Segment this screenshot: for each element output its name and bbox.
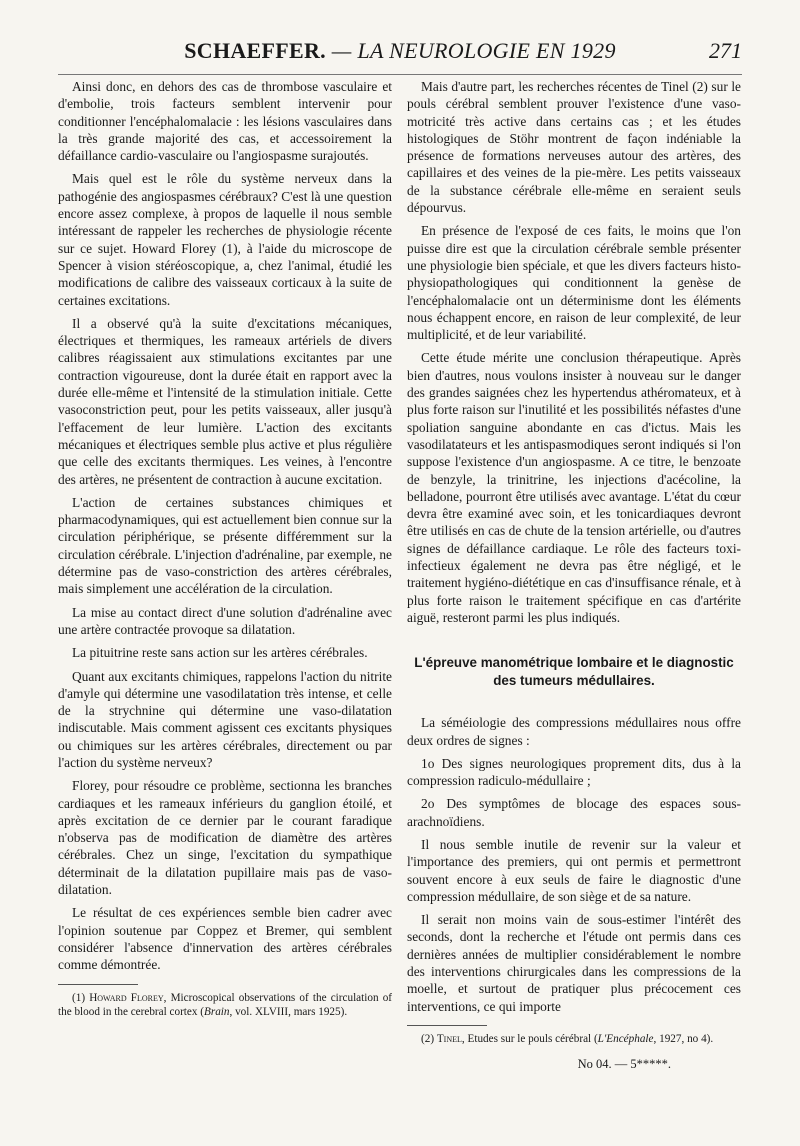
list-item: 1o Des signes neurologiques proprement dits, dus à la compression radiculo-médullaire ; bbox=[407, 755, 741, 789]
footnote-journal: Brain bbox=[204, 1005, 230, 1018]
footnote-tail: , vol. XLVIII, mars 1925). bbox=[229, 1005, 348, 1018]
paragraph: Ainsi donc, en dehors des cas de thrombose vasculaire et d'embolie, trois facteurs semblent intervenir pour conditionner l'encéphalomalacie : les lésions vasculaires dans la très grande majorité des cas, et accessoirement la défaillance cardio-vasculaire ou l'angiospasme surajoutés. bbox=[58, 79, 392, 164]
footnote-tail: , 1927, no 4). bbox=[653, 1032, 714, 1045]
paragraph: Il serait non moins vain de sous-estimer l'intérêt des seconds, dont la recherche et l'étude ont permis dans ces dernières années de multiplier considérablement le nombre des interventions chirurgicales dans les compressions de la moelle, et surtout de pratiquer plus précocement ces interventions, ce qui importe bbox=[407, 912, 741, 1014]
section-title: L'épreuve manométrique lombaire et le diagnostic des tumeurs médullaires. bbox=[414, 655, 734, 689]
right-column bbox=[407, 78, 741, 1073]
paragraph: Il nous semble inutile de revenir sur la valeur et l'importance des premiers, qui ont permis et permettront souvent encore à eux seuls de faire le diagnostic d'une compression médullaire, de son siège et de sa nature. bbox=[407, 836, 741, 904]
footnote-journal: L'Encéphale bbox=[597, 1032, 654, 1045]
paragraph: L'action de certaines substances chimiques et pharmacodynamiques, qui est actuellement bien connue sur la circulation périphérique, se présente différemment sur la circulation cérébrale. L'injection d'adrénaline, par exemple, ne détermine pas de vaso-constriction des artères cérébrales, mais simplement une accélération de la circulation. bbox=[58, 494, 392, 597]
footnote-text: , Etudes sur le pouls cérébral ( bbox=[461, 1032, 598, 1045]
running-title bbox=[58, 38, 742, 64]
footnote-text: , Microscopical observations of the circulation of the blood in the cerebral cortex ( bbox=[58, 991, 393, 1018]
paragraph: Cette étude mérite une conclusion thérapeutique. Après bien d'autres, nous voulons insister à nouveau sur le danger des grandes saignées chez les hypertendus athéromateux, et à plus forte raison sur l'inutilité et les possibilités néfastes d'une spoliation sanguine abondante en cas d'ictus. Mais les vasodilatateurs et les antispasmodiques seront indiqués si l'on suppose l'existence d'un angiospasme. A ce titre, le benzoate de benzyle, la trinitrine, les injections d'acécoline, la belladone, pourront être utilisés avec avantage. L'état du cœur devra être examiné avec soin, et les tonicardiaques devront être utilisés en cas de chute de la tension artérielle, ou d'autres signes de défaillance cardiaque. Le rôle des facteurs toxi-infectieux également ne devra pas être négligé, et le traitement hygiéno-diététique en cas d'insuffisance rénale, et à plus forte raison le traitement spécifique en cas d'artérite aiguë, resteront parmi les plus indiqués. bbox=[407, 350, 741, 625]
paragraph: La séméiologie des compressions médullaires nous offre deux ordres de signes : bbox=[407, 715, 741, 748]
footnote bbox=[407, 1032, 741, 1046]
paragraph: En présence de l'exposé de ces faits, le moins que l'on puisse dire est que la circulation cérébrale semble présenter une physiologie bien spéciale, et que les divers facteurs histo-physiopathologiques qui conditionnent la genèse de l'encéphalomalacie ont un déterminisme dont les éléments nous échappent encore, en raison de leur complexité, de leur multiplicité, et de leur variabilité. bbox=[407, 223, 741, 343]
paragraph: Le résultat de ces expériences semble bien cadrer avec l'opinion soutenue par Coppez et Bremer, qui semblent considérer l'absence d'innervation des artères cérébrales comme démontrée. bbox=[58, 905, 392, 973]
title-separator: — bbox=[325, 38, 358, 63]
footnote-number: (1) bbox=[72, 991, 90, 1004]
footnote-number: (2) bbox=[421, 1032, 437, 1045]
footnote bbox=[58, 991, 392, 1019]
running-header bbox=[58, 38, 742, 75]
footnote-divider bbox=[407, 1025, 487, 1026]
footnote-divider bbox=[58, 984, 138, 985]
paragraph: La mise au contact direct d'une solution d'adrénaline avec une artère contractée provoque sa dilatation. bbox=[58, 604, 392, 637]
printer-signature: No 04. — 5*****. bbox=[577, 1056, 671, 1071]
footnote-author: Tinel bbox=[436, 1032, 462, 1045]
list-item: 2o Des symptômes de blocage des espaces sous-arachnoïdiens. bbox=[407, 796, 741, 829]
author-name: SCHAEFFER. bbox=[184, 38, 326, 63]
paragraph: Mais d'autre part, les recherches récentes de Tinel (2) sur le pouls cérébral semblent prouver l'existence d'une vaso-motricité très active dans certains cas ; et les études histologiques de Stöhr montrent de façon indéniable la présence de formations nerveuses autour des artères, des capillaires et des veines de la pie-mère. Les petits vaisseaux de la substance cérébrale elle-même en seraient seuls dépourvus. bbox=[407, 79, 741, 216]
paragraph: Il a observé qu'à la suite d'excitations mécaniques, électriques et thermiques, les rameaux artériels de divers calibres réagissaient aux stimulations excitantes par une contraction vigoureuse, dont la durée était en rapport avec la durée elle-même et l'intensité de la stimulation initiale. Cette vasoconstriction peut, pour les petits vaisseaux, aller jusqu'à l'effacement de leur lumière. L'action des excitants mécaniques et électriques semble plus active et plus régulière que celle des excitants thermiques. Les veines, à l'encontre des artères, ne présentent de contraction à aucune excitation. bbox=[58, 315, 392, 487]
left-column bbox=[58, 78, 392, 1025]
footnote-author: Howard Florey bbox=[89, 991, 164, 1004]
paragraph: La pituitrine reste sans action sur les artères cérébrales. bbox=[72, 645, 368, 661]
paragraph: Florey, pour résoudre ce problème, sectionna les branches cardiaques et les rameaux inférieurs du ganglion étoilé, et après excitation de ce dernier par le courant faradique n'observa pas de modification de diamètre des artères cérébrales. Chez un singe, l'excitation du sympathique déterminait de la dilatation pupillaire mais pas de vaso-dilatation. bbox=[58, 778, 392, 898]
paragraph: Quant aux excitants chimiques, rappelons l'action du nitrite d'amyle qui détermine une vasodilatation très intense, et celle de la strychnine qui détermine une vaso-dilatation indiscutable. Mais comment agissent ces excitants physiques ou chimiques sur les artères cérébrales, directement ou par l'action du système nerveux? bbox=[58, 668, 392, 770]
journal-topic: LA NEUROLOGIE EN 1929 bbox=[357, 38, 616, 63]
page-number: 271 bbox=[709, 38, 742, 63]
paragraph: Mais quel est le rôle du système nerveux dans la pathogénie des angiospasmes cérébraux? C'est là une question encore assez complexe, à propos de laquelle il nous semble intéressant de rappeler les recherches de physiologie récente sur ce sujet. Howard Florey (1), à l'aide du microscope de Spencer à vision stéréoscopique, a, chez l'animal, étudié les modifications de calibre des vaisseaux corticaux à la suite de certaines excitations. bbox=[58, 171, 392, 308]
